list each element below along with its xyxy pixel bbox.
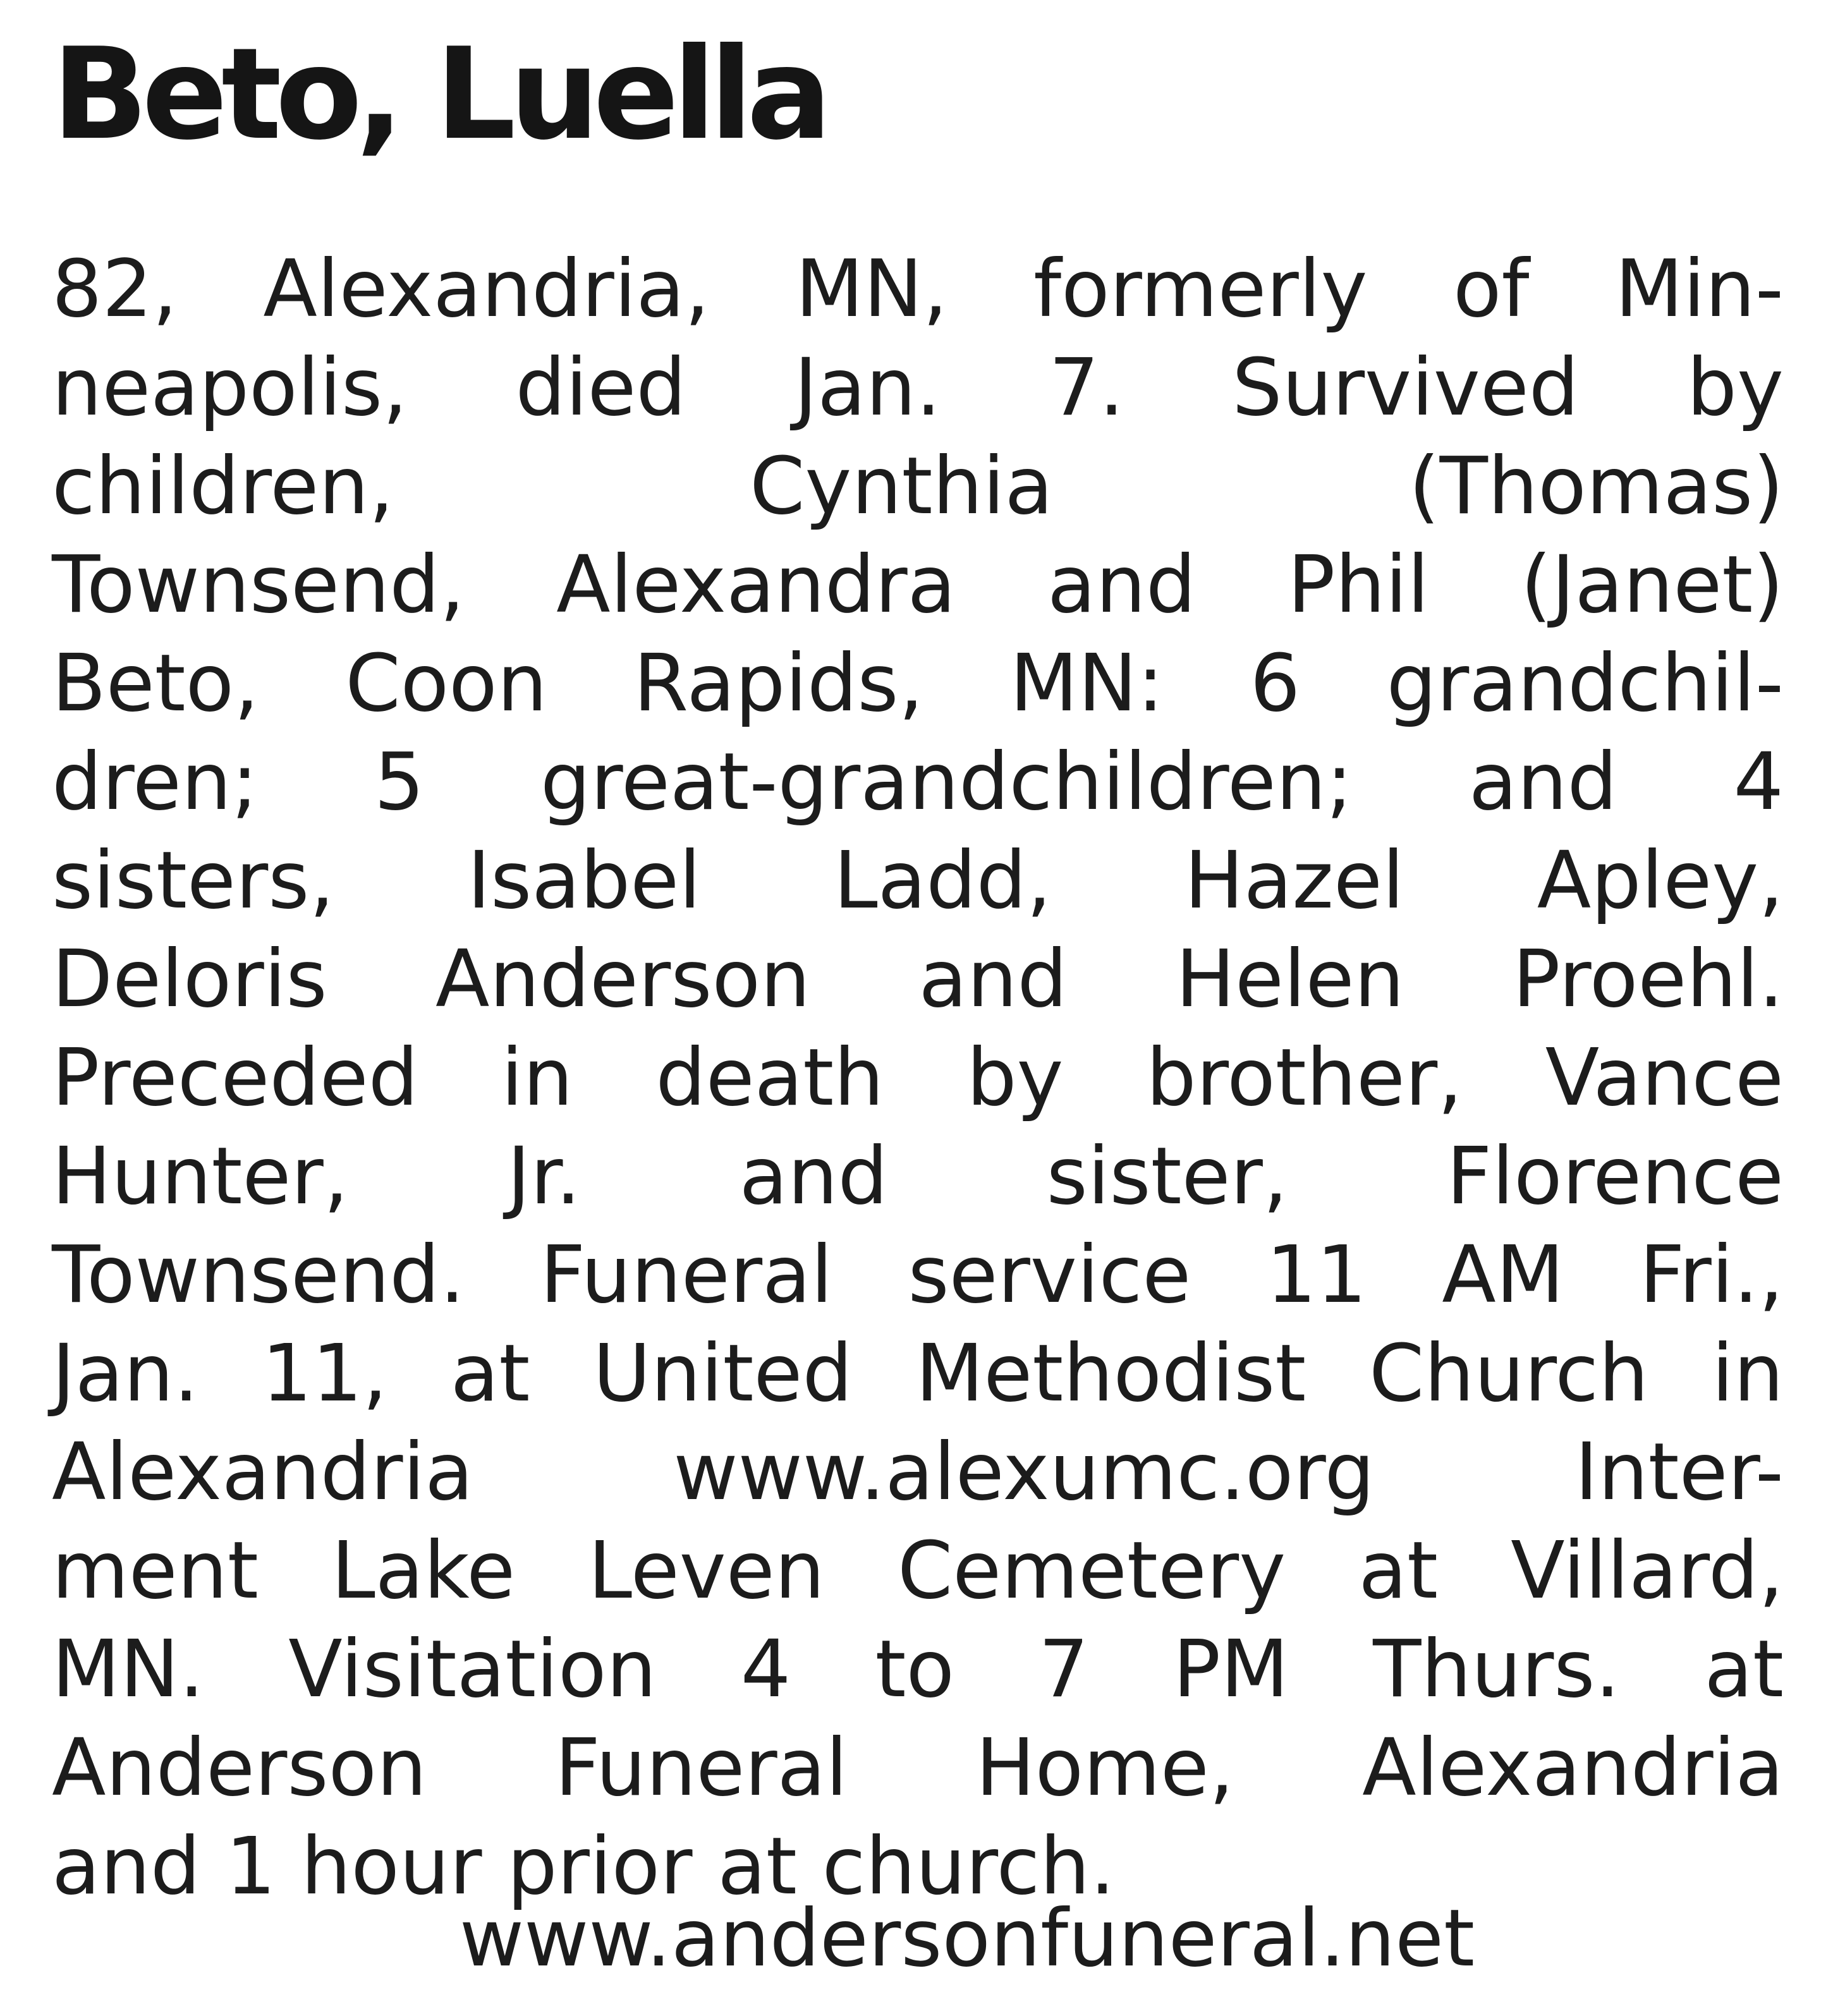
body-line: Preceded in death by brother, Vance: [52, 1032, 1784, 1124]
body-line: Alexandria www.alexumc.org Inter-: [52, 1426, 1784, 1518]
obituary-body: [52, 240, 1784, 1916]
body-line: and 1 hour prior at church.: [52, 1821, 1116, 1912]
body-line: Townsend. Funeral service 11 AM Fri.,: [52, 1229, 1784, 1321]
body-line: MN. Visitation 4 to 7 PM Thurs. at: [52, 1624, 1784, 1715]
body-line: ment Lake Leven Cemetery at Villard,: [52, 1525, 1784, 1617]
funeral-home-website: www.andersonfuneral.net: [459, 1893, 1475, 1984]
obituary-name: Beto, Luella: [52, 21, 826, 168]
body-line: Beto, Coon Rapids, MN: 6 grandchil-: [52, 638, 1784, 729]
body-line: Hunter, Jr. and sister, Florence: [52, 1131, 1784, 1222]
body-line: dren; 5 great-grandchildren; and 4: [52, 736, 1784, 828]
body-line: Anderson Funeral Home, Alexandria: [52, 1722, 1784, 1814]
body-line: sisters, Isabel Ladd, Hazel Apley,: [52, 835, 1784, 926]
body-line: Townsend, Alexandra and Phil (Janet): [52, 539, 1784, 631]
body-line: Deloris Anderson and Helen Proehl.: [52, 933, 1784, 1025]
obituary-notice: [52, 21, 1784, 1916]
body-line: Jan. 11, at United Methodist Church in: [52, 1328, 1784, 1419]
body-line: 82, Alexandria, MN, formerly of Min-: [52, 243, 1784, 335]
body-line: children, Cynthia (Thomas): [52, 440, 1784, 532]
body-line: neapolis, died Jan. 7. Survived by: [52, 342, 1784, 434]
